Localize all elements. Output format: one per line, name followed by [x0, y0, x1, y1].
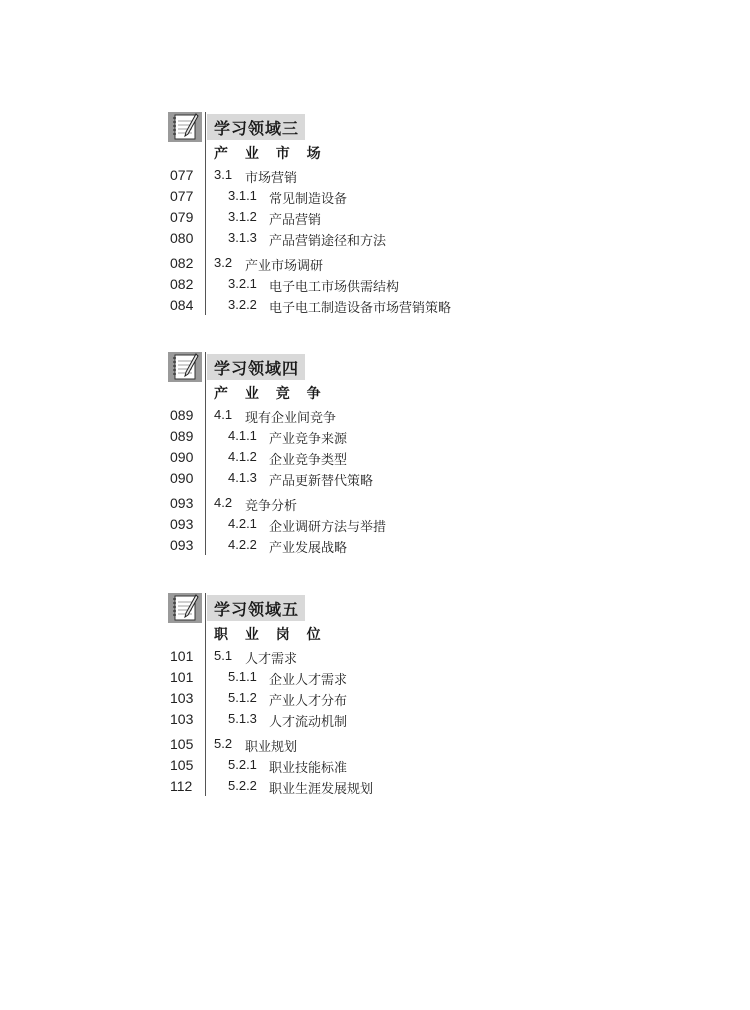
page-number: 105	[170, 736, 194, 752]
entry-title: 企业人才需求	[269, 673, 348, 688]
entry-title: 职业技能标准	[269, 761, 348, 776]
section-heading: 学习领域四	[214, 359, 300, 378]
entry-title: 企业调研方法与举措	[269, 520, 387, 535]
entry-title: 竞争分析	[245, 499, 298, 514]
page-number: 101	[170, 648, 194, 664]
toc-entry[interactable]	[0, 297, 750, 317]
entry-number: 5.1	[214, 648, 233, 663]
page-number: 090	[170, 470, 194, 486]
toc-entry[interactable]	[0, 778, 750, 798]
entry-number: 5.1.2	[228, 690, 257, 705]
page-number: 082	[170, 255, 194, 271]
entry-title: 现有企业间竞争	[245, 411, 337, 426]
page-number: 103	[170, 711, 194, 727]
notebook-pencil-icon	[168, 112, 202, 142]
page-number: 082	[170, 276, 194, 292]
entry-title: 企业竞争类型	[269, 453, 348, 468]
entry-number: 5.2	[214, 736, 233, 751]
toc-entry[interactable]	[0, 209, 750, 229]
page-number: 105	[170, 757, 194, 773]
entry-title: 常见制造设备	[269, 192, 348, 207]
toc-entry[interactable]	[0, 648, 750, 668]
entry-number: 3.1	[214, 167, 233, 182]
entry-number: 3.1.1	[228, 188, 257, 203]
entry-number: 3.1.3	[228, 230, 257, 245]
section-subheading: 产 业 竞 争	[214, 386, 327, 402]
entry-number: 3.2.1	[228, 276, 257, 291]
entry-title: 职业生涯发展规划	[269, 782, 374, 797]
entry-title: 产业人才分布	[269, 694, 348, 709]
section-heading: 学习领域三	[214, 119, 300, 138]
entry-number: 4.1	[214, 407, 233, 422]
entry-title: 产业竞争来源	[269, 432, 348, 447]
toc-entry[interactable]	[0, 736, 750, 756]
entry-number: 3.2	[214, 255, 233, 270]
page-number: 089	[170, 407, 194, 423]
toc-entry[interactable]	[0, 495, 750, 515]
entry-number: 5.2.2	[228, 778, 257, 793]
entry-number: 4.1.3	[228, 470, 257, 485]
entry-title: 人才流动机制	[269, 715, 348, 730]
page-number: 089	[170, 428, 194, 444]
page-number: 080	[170, 230, 194, 246]
toc-entry[interactable]	[0, 188, 750, 208]
entry-title: 产品更新替代策略	[269, 474, 374, 489]
entry-number: 5.1.1	[228, 669, 257, 684]
entry-number: 4.1.1	[228, 428, 257, 443]
toc-entry[interactable]	[0, 470, 750, 490]
entry-title: 职业规划	[245, 740, 298, 755]
toc-entry[interactable]	[0, 255, 750, 275]
toc-entry[interactable]	[0, 230, 750, 250]
page-number: 093	[170, 516, 194, 532]
entry-number: 4.2	[214, 495, 233, 510]
section-subheading: 职 业 岗 位	[214, 627, 327, 643]
page-number: 093	[170, 537, 194, 553]
entry-title: 市场营销	[245, 171, 298, 186]
toc-entry[interactable]	[0, 167, 750, 187]
entry-number: 3.1.2	[228, 209, 257, 224]
entry-title: 产品营销	[269, 213, 322, 228]
entry-number: 4.1.2	[228, 449, 257, 464]
toc-entry[interactable]	[0, 669, 750, 689]
entry-title: 产业市场调研	[245, 259, 324, 274]
notebook-pencil-icon	[168, 352, 202, 382]
toc-entry[interactable]	[0, 449, 750, 469]
entry-title: 产品营销途径和方法	[269, 234, 387, 249]
entry-number: 4.2.2	[228, 537, 257, 552]
entry-title: 电子电工制造设备市场营销策略	[269, 301, 452, 316]
page-number: 093	[170, 495, 194, 511]
page-number: 112	[170, 778, 193, 794]
entry-title: 人才需求	[245, 652, 298, 667]
toc-entry[interactable]	[0, 537, 750, 557]
page-number: 084	[170, 297, 194, 313]
section-heading: 学习领域五	[214, 600, 300, 619]
page-number: 103	[170, 690, 194, 706]
entry-number: 5.2.1	[228, 757, 257, 772]
page-number: 079	[170, 209, 194, 225]
toc-entry[interactable]	[0, 516, 750, 536]
toc-entry[interactable]	[0, 428, 750, 448]
entry-number: 3.2.2	[228, 297, 257, 312]
toc-entry[interactable]	[0, 711, 750, 731]
toc-entry[interactable]	[0, 407, 750, 427]
entry-number: 4.2.1	[228, 516, 257, 531]
entry-title: 产业发展战略	[269, 541, 348, 556]
page-number: 090	[170, 449, 194, 465]
entry-number: 5.1.3	[228, 711, 257, 726]
toc-entry[interactable]	[0, 757, 750, 777]
page-number: 077	[170, 188, 194, 204]
notebook-pencil-icon	[168, 593, 202, 623]
entry-title: 电子电工市场供需结构	[269, 280, 400, 295]
page-number: 077	[170, 167, 194, 183]
section-subheading: 产 业 市 场	[214, 146, 327, 162]
page-number: 101	[170, 669, 194, 685]
toc-entry[interactable]	[0, 276, 750, 296]
toc-entry[interactable]	[0, 690, 750, 710]
